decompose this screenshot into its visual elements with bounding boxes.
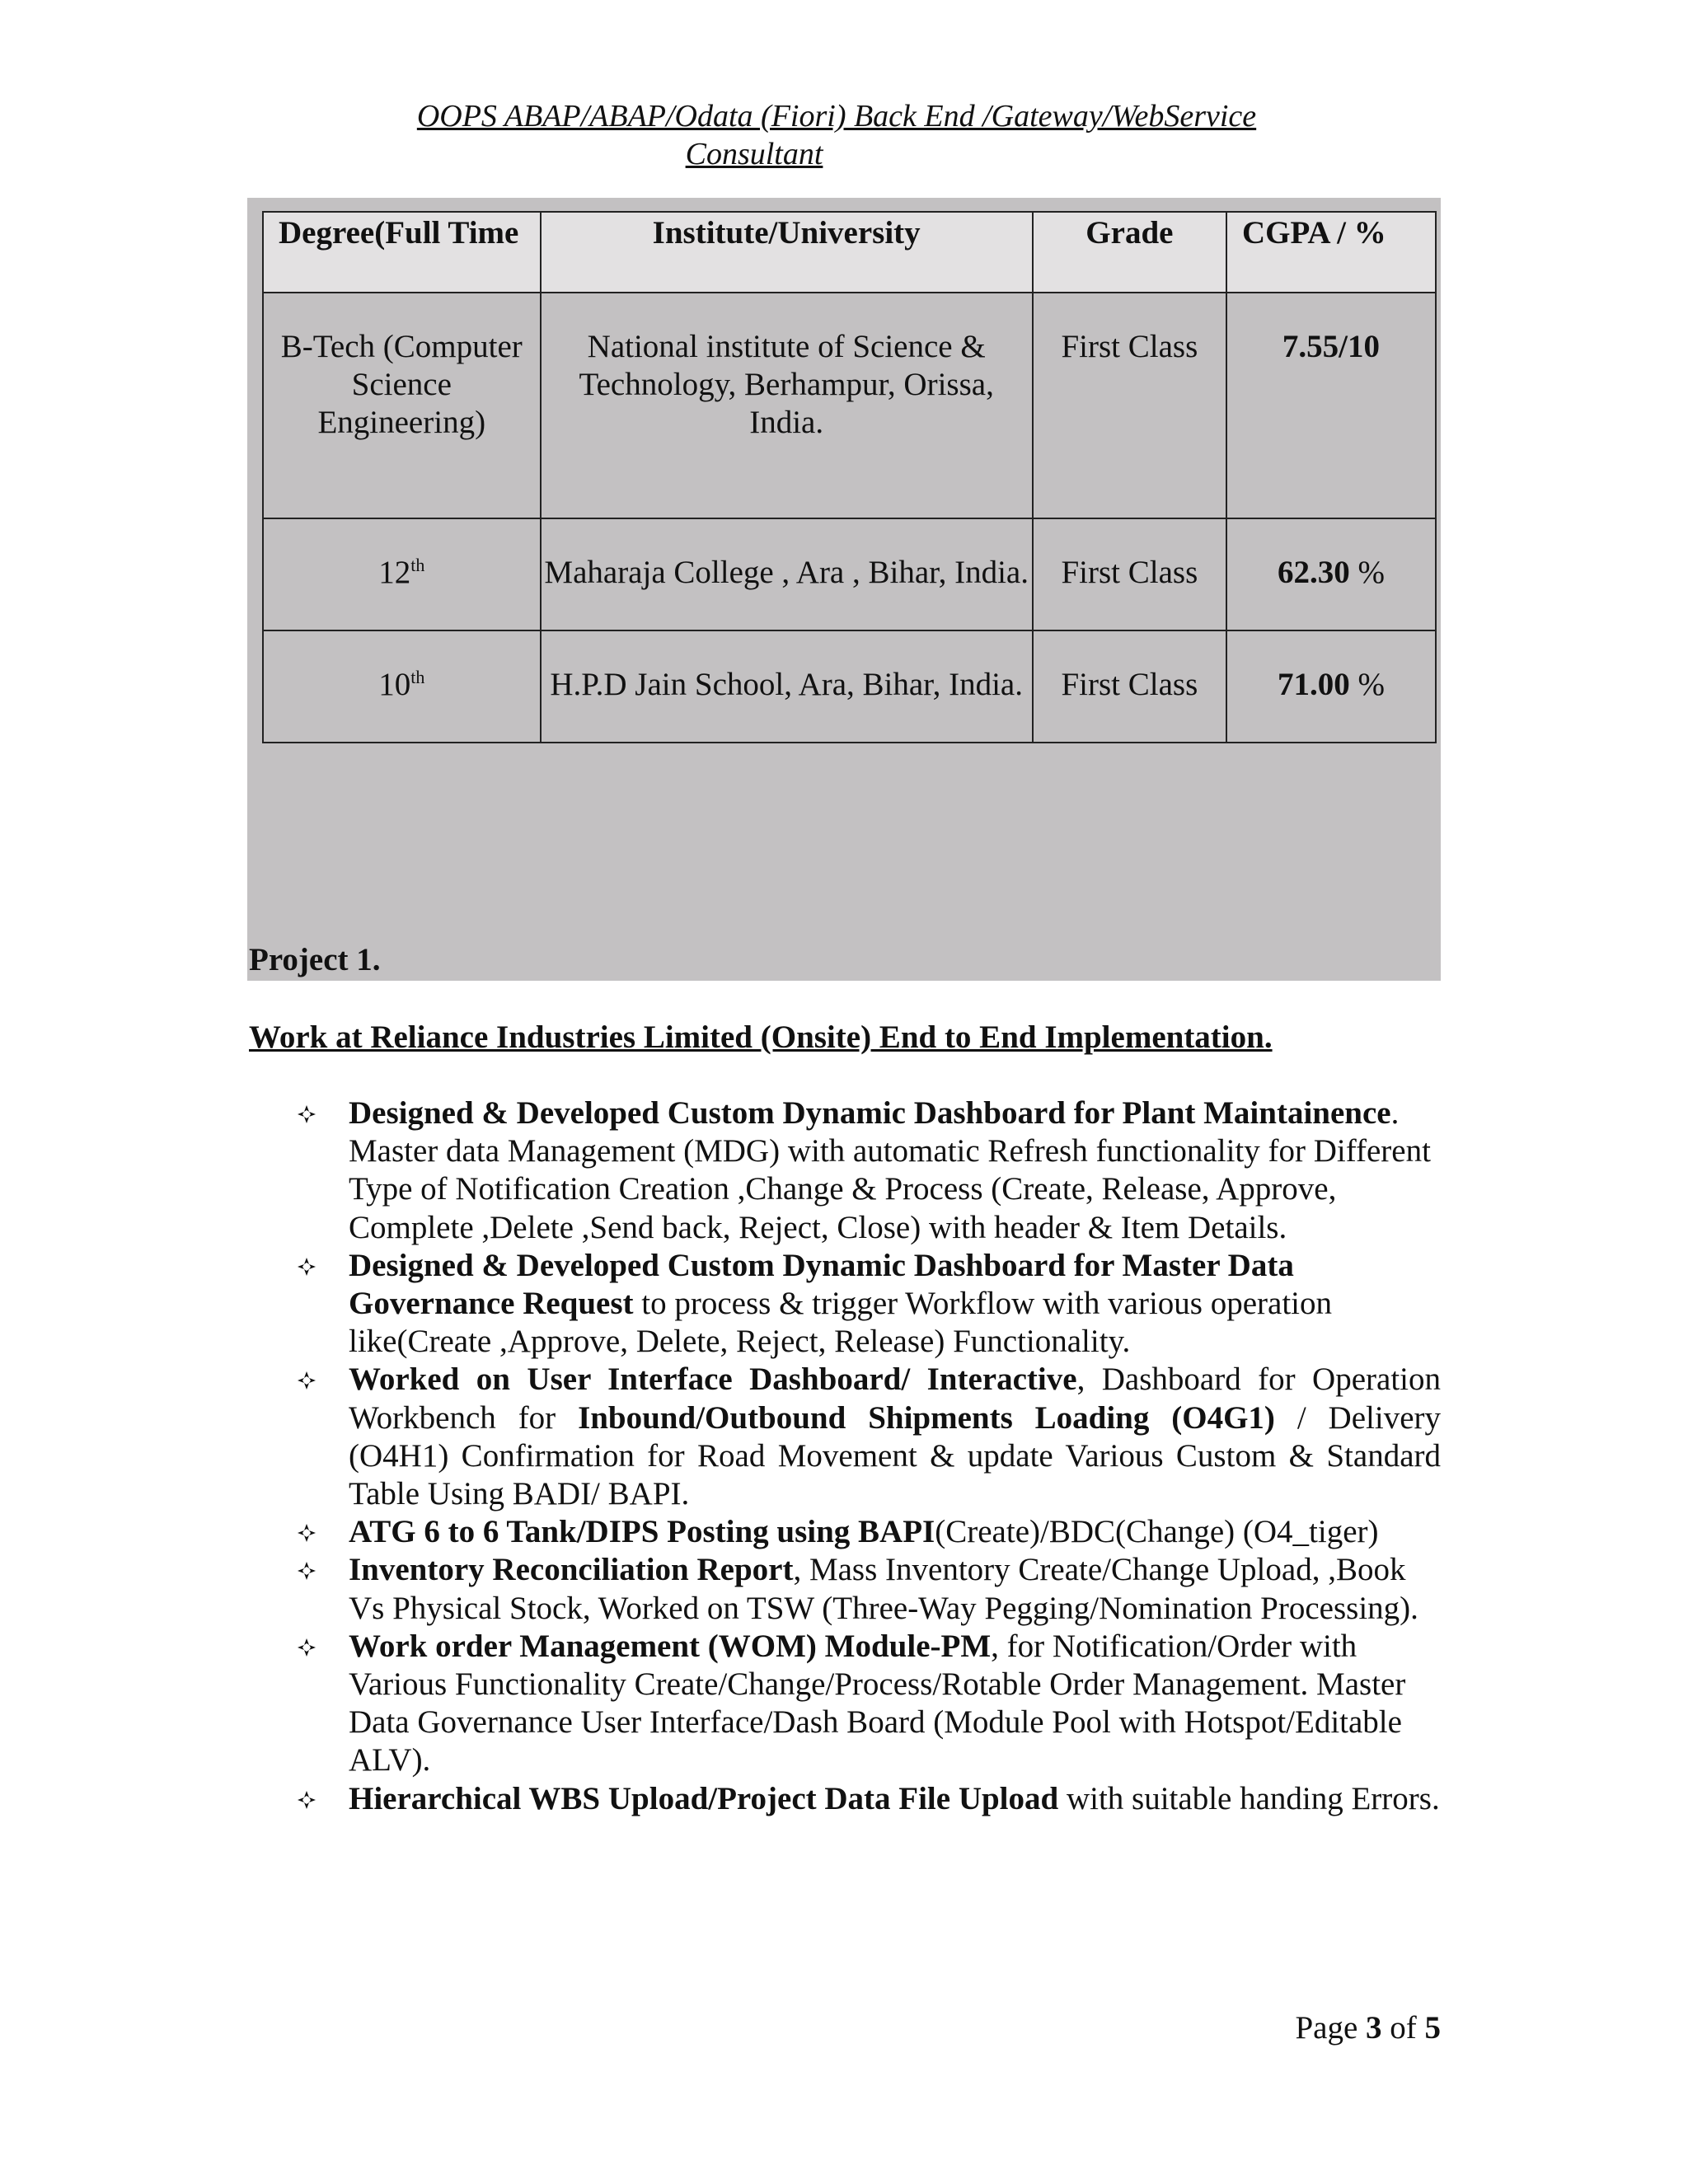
diamond-bullet-icon xyxy=(297,1790,316,1810)
grade-cell: First Class xyxy=(1033,293,1226,518)
list-item xyxy=(297,1513,1441,1551)
table-row xyxy=(263,293,1436,518)
diamond-bullet-icon xyxy=(297,1257,316,1277)
bullet-text: , Mass Inventory Create/Change Upload, ,Book Vs Physical Stock, Worked on TSW (Three-Way Pegging/Nomination Processing). xyxy=(349,1552,1418,1626)
score-value: 62.30 xyxy=(1277,555,1350,590)
diamond-bullet-icon xyxy=(297,1523,316,1543)
diamond-bullet-icon xyxy=(297,1561,316,1581)
institute-cell: Maharaja College , Ara , Bihar, India. xyxy=(541,518,1033,630)
page-total: 5 xyxy=(1424,2010,1441,2046)
of-word: of xyxy=(1381,2010,1425,2046)
page-word: Page xyxy=(1295,2010,1366,2046)
column-header-cgpa: CGPA / % xyxy=(1226,212,1436,293)
bullet-text: , for Notification/Order with Various Functionality Create/Change/Process/Rotable Order Management. Master Data Governance User Interface/Dash Board (Module Pool with Hotspot/Editable ALV). xyxy=(349,1628,1406,1779)
project-bullet-list xyxy=(297,1094,1441,1818)
degree-suffix: th xyxy=(410,667,425,687)
diamond-bullet-icon xyxy=(297,1371,316,1390)
bullet-bold-text: ATG 6 to 6 Tank/DIPS Posting using BAPI xyxy=(349,1514,935,1550)
bullet-text: with suitable handing Errors. xyxy=(1058,1780,1440,1816)
bullet-text: to process & trigger Workflow with various operation like(Create ,Approve, Delete, Reject, Release) Functionality. xyxy=(349,1286,1333,1360)
column-header-grade: Grade xyxy=(1033,212,1226,293)
institute-cell: National institute of Science & Technology, Berhampur, Orissa, India. xyxy=(541,293,1033,518)
list-item xyxy=(297,1361,1441,1513)
header-title-line2: Consultant xyxy=(685,137,823,171)
list-item xyxy=(297,1247,1441,1361)
grade-cell: First Class xyxy=(1033,518,1226,630)
degree-cell: B-Tech (Computer Science Engineering) xyxy=(263,293,541,518)
bullet-bold-text: Work order Management (WOM) Module-PM xyxy=(349,1628,992,1664)
degree-cell xyxy=(263,518,541,630)
column-header-degree: Degree(Full Time xyxy=(263,212,541,293)
degree-number: 10 xyxy=(378,667,411,702)
bullet-text: . Master data Management (MDG) with automatic Refresh functionality for Different Type of Notification Creation ,Change & Process (Create, Release, Approve, Complete ,Delete ,Send back, Reject, Close) with header & Item Details. xyxy=(349,1095,1431,1245)
education-table xyxy=(262,211,1437,743)
list-item xyxy=(297,1094,1441,1247)
bullet-bold-text: Worked on User Interface Dashboard/ Interactive xyxy=(349,1361,1077,1398)
degree-suffix: th xyxy=(410,555,425,575)
table-header-row xyxy=(263,212,1436,293)
degree-number: 12 xyxy=(378,555,411,590)
list-item xyxy=(297,1780,1441,1818)
score-cell: 7.55/10 xyxy=(1226,293,1436,518)
bullet-bold-text: Hierarchical WBS Upload/Project Data File Upload xyxy=(349,1780,1059,1816)
grade-cell: First Class xyxy=(1033,630,1226,743)
bullet-text: , Dashboard for Operation Workbench for xyxy=(349,1361,1441,1436)
bullet-text: (Create)/BDC(Change) (O4_tiger) xyxy=(935,1514,1379,1550)
bullet-bold-text: Designed & Developed Custom Dynamic Dashboard for Plant Maintainence xyxy=(349,1095,1391,1131)
bullet-bold-text-2: Inbound/Outbound Shipments Loading (O4G1) xyxy=(578,1399,1275,1436)
institute-cell: H.P.D Jain School, Ara, Bihar, India. xyxy=(541,630,1033,743)
degree-cell xyxy=(263,630,541,743)
page-header-title xyxy=(0,97,1508,173)
score-cell xyxy=(1226,630,1436,743)
list-item xyxy=(297,1628,1441,1780)
list-item xyxy=(297,1551,1441,1627)
column-header-institute: Institute/University xyxy=(541,212,1033,293)
bullet-bold-text: Designed & Developed Custom Dynamic Dashboard for Master Data Governance Request xyxy=(349,1247,1294,1322)
diamond-bullet-icon xyxy=(297,1104,316,1124)
diamond-bullet-icon xyxy=(297,1638,316,1657)
header-title-line1: OOPS ABAP/ABAP/Odata (Fiori) Back End /Gateway/WebService xyxy=(416,99,1257,134)
score-cell xyxy=(1226,518,1436,630)
page-current: 3 xyxy=(1366,2010,1382,2046)
score-unit: % xyxy=(1349,555,1385,590)
project-heading: Work at Reliance Industries Limited (Onsite) End to End Implementation. xyxy=(249,1019,1273,1055)
table-row xyxy=(263,518,1436,630)
score-value: 71.00 xyxy=(1277,667,1350,702)
project-label: Project 1. xyxy=(249,942,381,977)
score-unit: % xyxy=(1349,667,1385,702)
table-row xyxy=(263,630,1436,743)
bullet-text-2: / Delivery (O4H1) Confirmation for Road Movement & update Various Custom & Standard Table Using BADI/ BAPI. xyxy=(349,1399,1441,1512)
page-number-footer xyxy=(1295,2009,1441,2047)
bullet-bold-text: Inventory Reconciliation Report xyxy=(349,1552,794,1588)
